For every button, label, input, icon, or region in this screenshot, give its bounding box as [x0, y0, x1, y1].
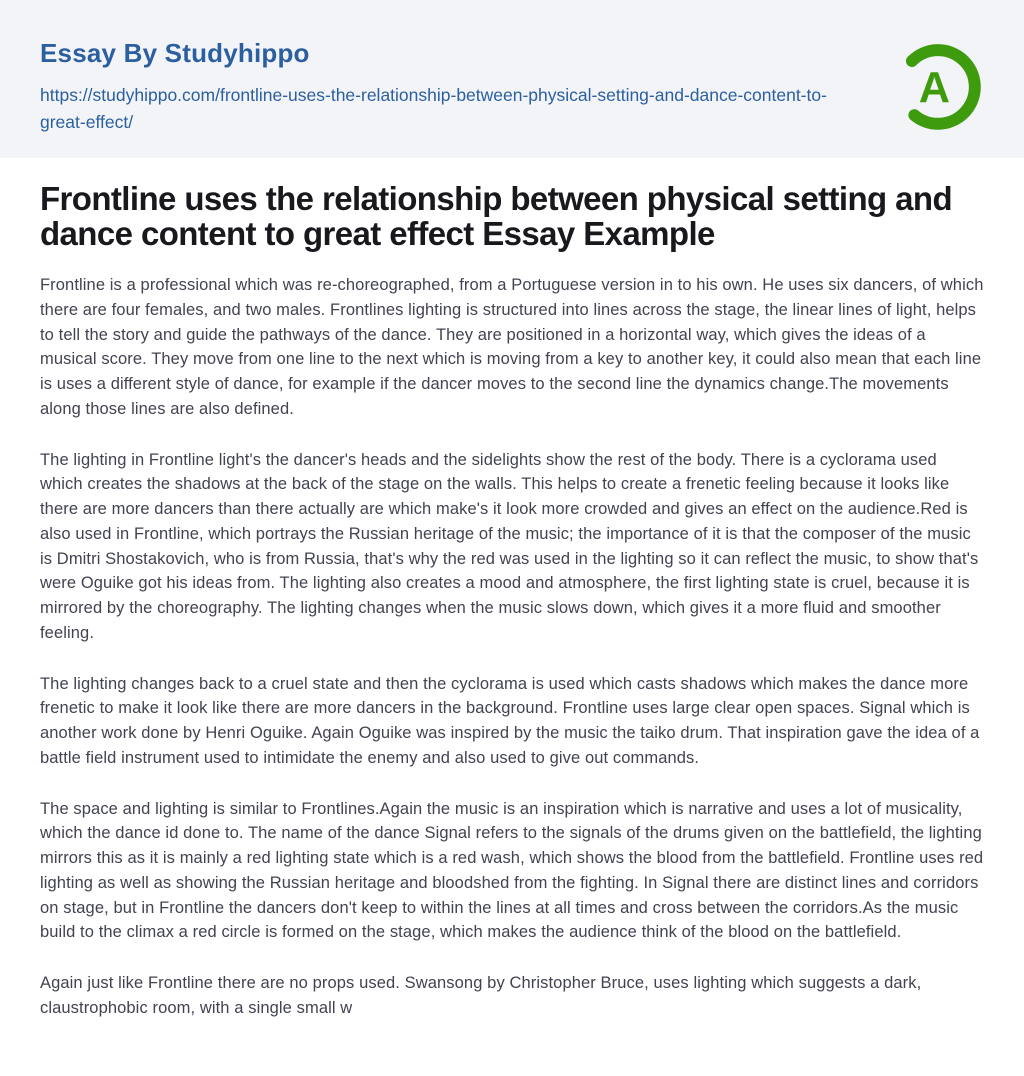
page-url-link[interactable]: https://studyhippo.com/frontline-uses-the-relationship-between-physical-setting-and-dance-content-to-great-effect/	[40, 85, 827, 133]
logo-arc-icon	[892, 41, 984, 133]
essay-article	[0, 158, 1024, 1060]
site-title: Essay By Studyhippo	[40, 38, 310, 68]
page-header	[0, 0, 1024, 158]
essay-paragraph-2: The lighting in Frontline light's the dancer's heads and the sidelights show the rest of the body. There is a cyclorama used which creates the shadows at the back of the stage on the walls. This helps to create a frenetic feeling because it looks like there are more dancers than there actually are which make's it look more crowded and gives an effect on the audience.Red is also used in Frontline, which portrays the Russian heritage of the music; the importance of it is that the composer of the music is Dmitri Shostakovich, who is from Russia, that's why the red was used in the lighting so it can reflect the music, to show that's were Oguike got his ideas from. The lighting also creates a mood and atmosphere, the first lighting state is cruel, because it is mirrored by the choreography. The lighting changes when the music slows down, which gives it a more fluid and smoother feeling.	[40, 450, 979, 642]
essay-paragraph-5: Again just like Frontline there are no props used. Swansong by Christopher Bruce, uses lighting which suggests a dark, claustrophobic room, with a single small w	[40, 974, 922, 1017]
studyhippo-logo	[892, 41, 984, 133]
header-text-block	[40, 38, 892, 136]
essay-paragraph-3: The lighting changes back to a cruel state and then the cyclorama is used which casts shadows which makes the dance more frenetic to make it look like there are more dancers in the background. Frontline uses large clear open spaces. Signal which is another work done by Henri Oguike. Again Oguike was inspired by the music the taiko drum. That inspiration gave the idea of a battle field instrument used to intimidate the enemy and also used to give out commands.	[40, 674, 980, 767]
essay-paragraph-4: The space and lighting is similar to Frontlines.Again the music is an inspiration which is narrative and uses a lot of musicality, which the dance id done to. The name of the dance Signal refers to the signals of the drums given on the battlefield, the lighting mirrors this as it is mainly a red lighting state which is a red wash, which shows the blood from the battlefield. Frontline uses red lighting as well as showing the Russian heritage and bloodshed from the fighting. In Signal there are distinct lines and corridors on stage, but in Frontline the dancers don't keep to within the lines at all times and cross between the corridors.As the music build to the climax a red circle is formed on the stage, which makes the audience think of the blood on the battlefield.	[40, 799, 984, 942]
article-title: Frontline uses the relationship between physical setting and dance content to great effect Essay Example	[40, 180, 953, 253]
essay-paragraph-1: Frontline is a professional which was re-choreographed, from a Portuguese version in to his own. He uses six dancers, of which there are four females, and two males. Frontlines lighting is structured into lines across the stage, the linear lines of light, helps to tell the story and guide the pathways of the dance. They are positioned in a horizontal way, which gives the ideas of a musical score. They move from one line to the next which is moving from a key to another key, it could also mean that each line is uses a different style of dance, for example if the dancer moves to the second line the dynamics change.The movements along those lines are also defined.	[40, 276, 984, 418]
logo-letter: A	[918, 64, 950, 113]
